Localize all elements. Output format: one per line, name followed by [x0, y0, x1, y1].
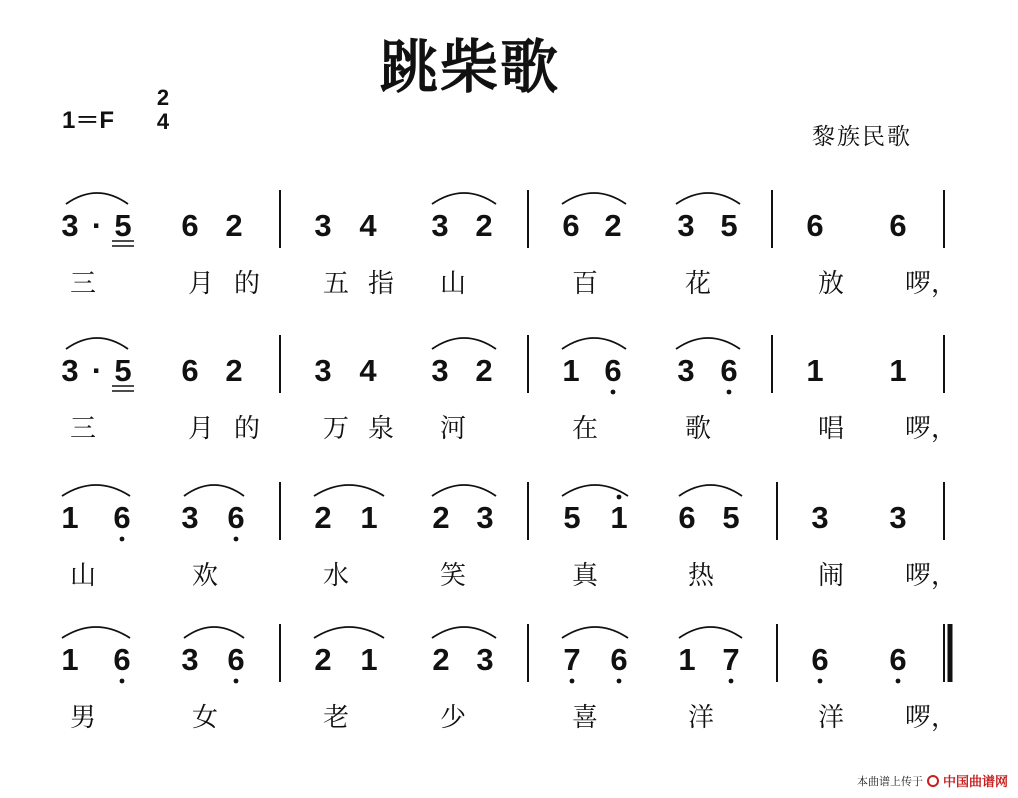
note: 3	[181, 642, 199, 677]
low-octave-dot	[896, 679, 901, 684]
note: 3	[431, 208, 449, 243]
note: 1	[889, 353, 907, 388]
low-octave-dot	[234, 537, 239, 542]
note: 5	[720, 208, 738, 243]
note: 3	[314, 208, 332, 243]
note: 2	[314, 500, 332, 535]
note: 3	[677, 353, 695, 388]
note: 4	[359, 208, 377, 243]
slur-arc	[62, 627, 130, 638]
lyric: 喜	[572, 703, 599, 733]
lyric: 万	[323, 414, 350, 444]
note: 3	[181, 500, 199, 535]
key-signature: 1＝F	[62, 107, 115, 134]
note: 3	[431, 353, 449, 388]
note: 6	[181, 353, 199, 388]
lyric: 花	[685, 269, 712, 299]
note: 1	[61, 500, 79, 535]
note: 6	[113, 500, 131, 535]
time-signature-numerator: 2	[156, 85, 170, 110]
note: 5	[114, 353, 132, 388]
slur-arc	[432, 338, 496, 349]
note: 6	[562, 208, 580, 243]
footer-prefix: 本曲谱上传于	[856, 774, 923, 788]
low-octave-dot	[818, 679, 823, 684]
note: 1	[678, 642, 696, 677]
note: 6	[806, 208, 824, 243]
lyric: 男	[70, 703, 97, 733]
note: 7	[563, 642, 581, 677]
slur-arc	[679, 485, 742, 496]
note: 6	[610, 642, 628, 677]
slur-arc	[562, 338, 626, 349]
lyric: 老	[323, 703, 350, 733]
footer-site-name: 中国曲谱网	[942, 775, 1008, 790]
time-signature-denominator: 4	[156, 109, 170, 134]
note: 7	[722, 642, 740, 677]
slur-arc	[66, 338, 128, 349]
slur-arc	[562, 193, 626, 204]
note: 3	[476, 642, 494, 677]
slur-arc	[314, 627, 384, 638]
note: 5	[722, 500, 740, 535]
note: 6	[227, 642, 245, 677]
lyric: 啰，	[905, 561, 958, 591]
lyric: 真	[572, 561, 599, 591]
note: 5	[563, 500, 581, 535]
note: 3	[61, 208, 79, 243]
low-octave-dot	[727, 390, 732, 395]
lyric: 少	[440, 703, 467, 733]
note: 6	[889, 642, 907, 677]
note: 1	[610, 500, 628, 535]
note: 2	[604, 208, 622, 243]
song-title: 跳柴歌	[380, 33, 561, 101]
slur-arc	[676, 338, 740, 349]
note: 1	[360, 642, 378, 677]
note: 3	[811, 500, 829, 535]
lyric: 放	[818, 269, 845, 299]
note: 6	[113, 642, 131, 677]
low-octave-dot	[570, 679, 575, 684]
lyric: 热	[688, 561, 715, 591]
lyric: 闹	[818, 561, 845, 591]
lyric: 月	[188, 414, 215, 444]
note: 2	[475, 208, 493, 243]
note: 6	[227, 500, 245, 535]
lyric: 啰，	[905, 414, 958, 444]
note: 6	[678, 500, 696, 535]
note: 3	[61, 353, 79, 388]
slur-arc	[432, 627, 496, 638]
note: 6	[811, 642, 829, 677]
note: 4	[359, 353, 377, 388]
note: 1	[806, 353, 824, 388]
lyric: 的	[234, 269, 261, 299]
lyric: 在	[572, 414, 599, 444]
low-octave-dot	[120, 679, 125, 684]
lyric: 三	[70, 414, 97, 444]
slur-arc	[679, 627, 742, 638]
lyric: 山	[70, 561, 97, 591]
lyric: 欢	[192, 561, 219, 591]
lyric: 山	[440, 269, 467, 299]
slur-arc	[432, 193, 496, 204]
note: 2	[432, 642, 450, 677]
lyric: 水	[323, 561, 350, 591]
low-octave-dot	[729, 679, 734, 684]
note: 6	[889, 208, 907, 243]
note: 1	[562, 353, 580, 388]
site-logo-icon	[927, 775, 939, 787]
lyric: 唱	[818, 414, 845, 444]
slur-arc	[562, 627, 628, 638]
lyric: 三	[70, 269, 97, 299]
slur-arc	[676, 193, 740, 204]
footer-credit	[857, 771, 1008, 790]
augmentation-dot: ·	[91, 353, 103, 388]
low-octave-dot	[120, 537, 125, 542]
song-attribution: 黎族民歌	[812, 124, 912, 150]
note: 3	[889, 500, 907, 535]
note: 2	[475, 353, 493, 388]
low-octave-dot	[234, 679, 239, 684]
slur-arc	[562, 485, 628, 496]
slur-arc	[184, 485, 244, 496]
note: 3	[677, 208, 695, 243]
low-octave-dot	[611, 390, 616, 395]
lyric: 百	[572, 269, 599, 299]
note: 2	[225, 208, 243, 243]
note: 2	[314, 642, 332, 677]
slur-arc	[66, 193, 128, 204]
lyric: 歌	[685, 414, 712, 444]
lyric: 月	[188, 269, 215, 299]
note: 6	[181, 208, 199, 243]
lyric: 女	[192, 703, 219, 733]
note: 2	[225, 353, 243, 388]
slur-arc	[314, 485, 384, 496]
slur-arc	[184, 627, 244, 638]
lyric: 河	[440, 414, 467, 444]
lyric: 啰，	[905, 703, 958, 733]
lyric: 啰，	[905, 269, 958, 299]
note: 3	[476, 500, 494, 535]
lyric: 泉	[368, 414, 395, 444]
note: 2	[432, 500, 450, 535]
lyric: 指	[368, 269, 395, 299]
note: 6	[604, 353, 622, 388]
lyric: 洋	[818, 703, 845, 733]
note: 6	[720, 353, 738, 388]
lyric: 的	[234, 414, 261, 444]
note: 5	[114, 208, 132, 243]
note: 3	[314, 353, 332, 388]
slur-arc	[432, 485, 496, 496]
augmentation-dot: ·	[91, 208, 103, 243]
high-octave-dot	[617, 495, 622, 500]
lyric: 笑	[440, 561, 467, 591]
note: 1	[360, 500, 378, 535]
lyric: 洋	[688, 703, 715, 733]
note: 1	[61, 642, 79, 677]
lyric: 五	[323, 269, 350, 299]
low-octave-dot	[617, 679, 622, 684]
slur-arc	[62, 485, 130, 496]
